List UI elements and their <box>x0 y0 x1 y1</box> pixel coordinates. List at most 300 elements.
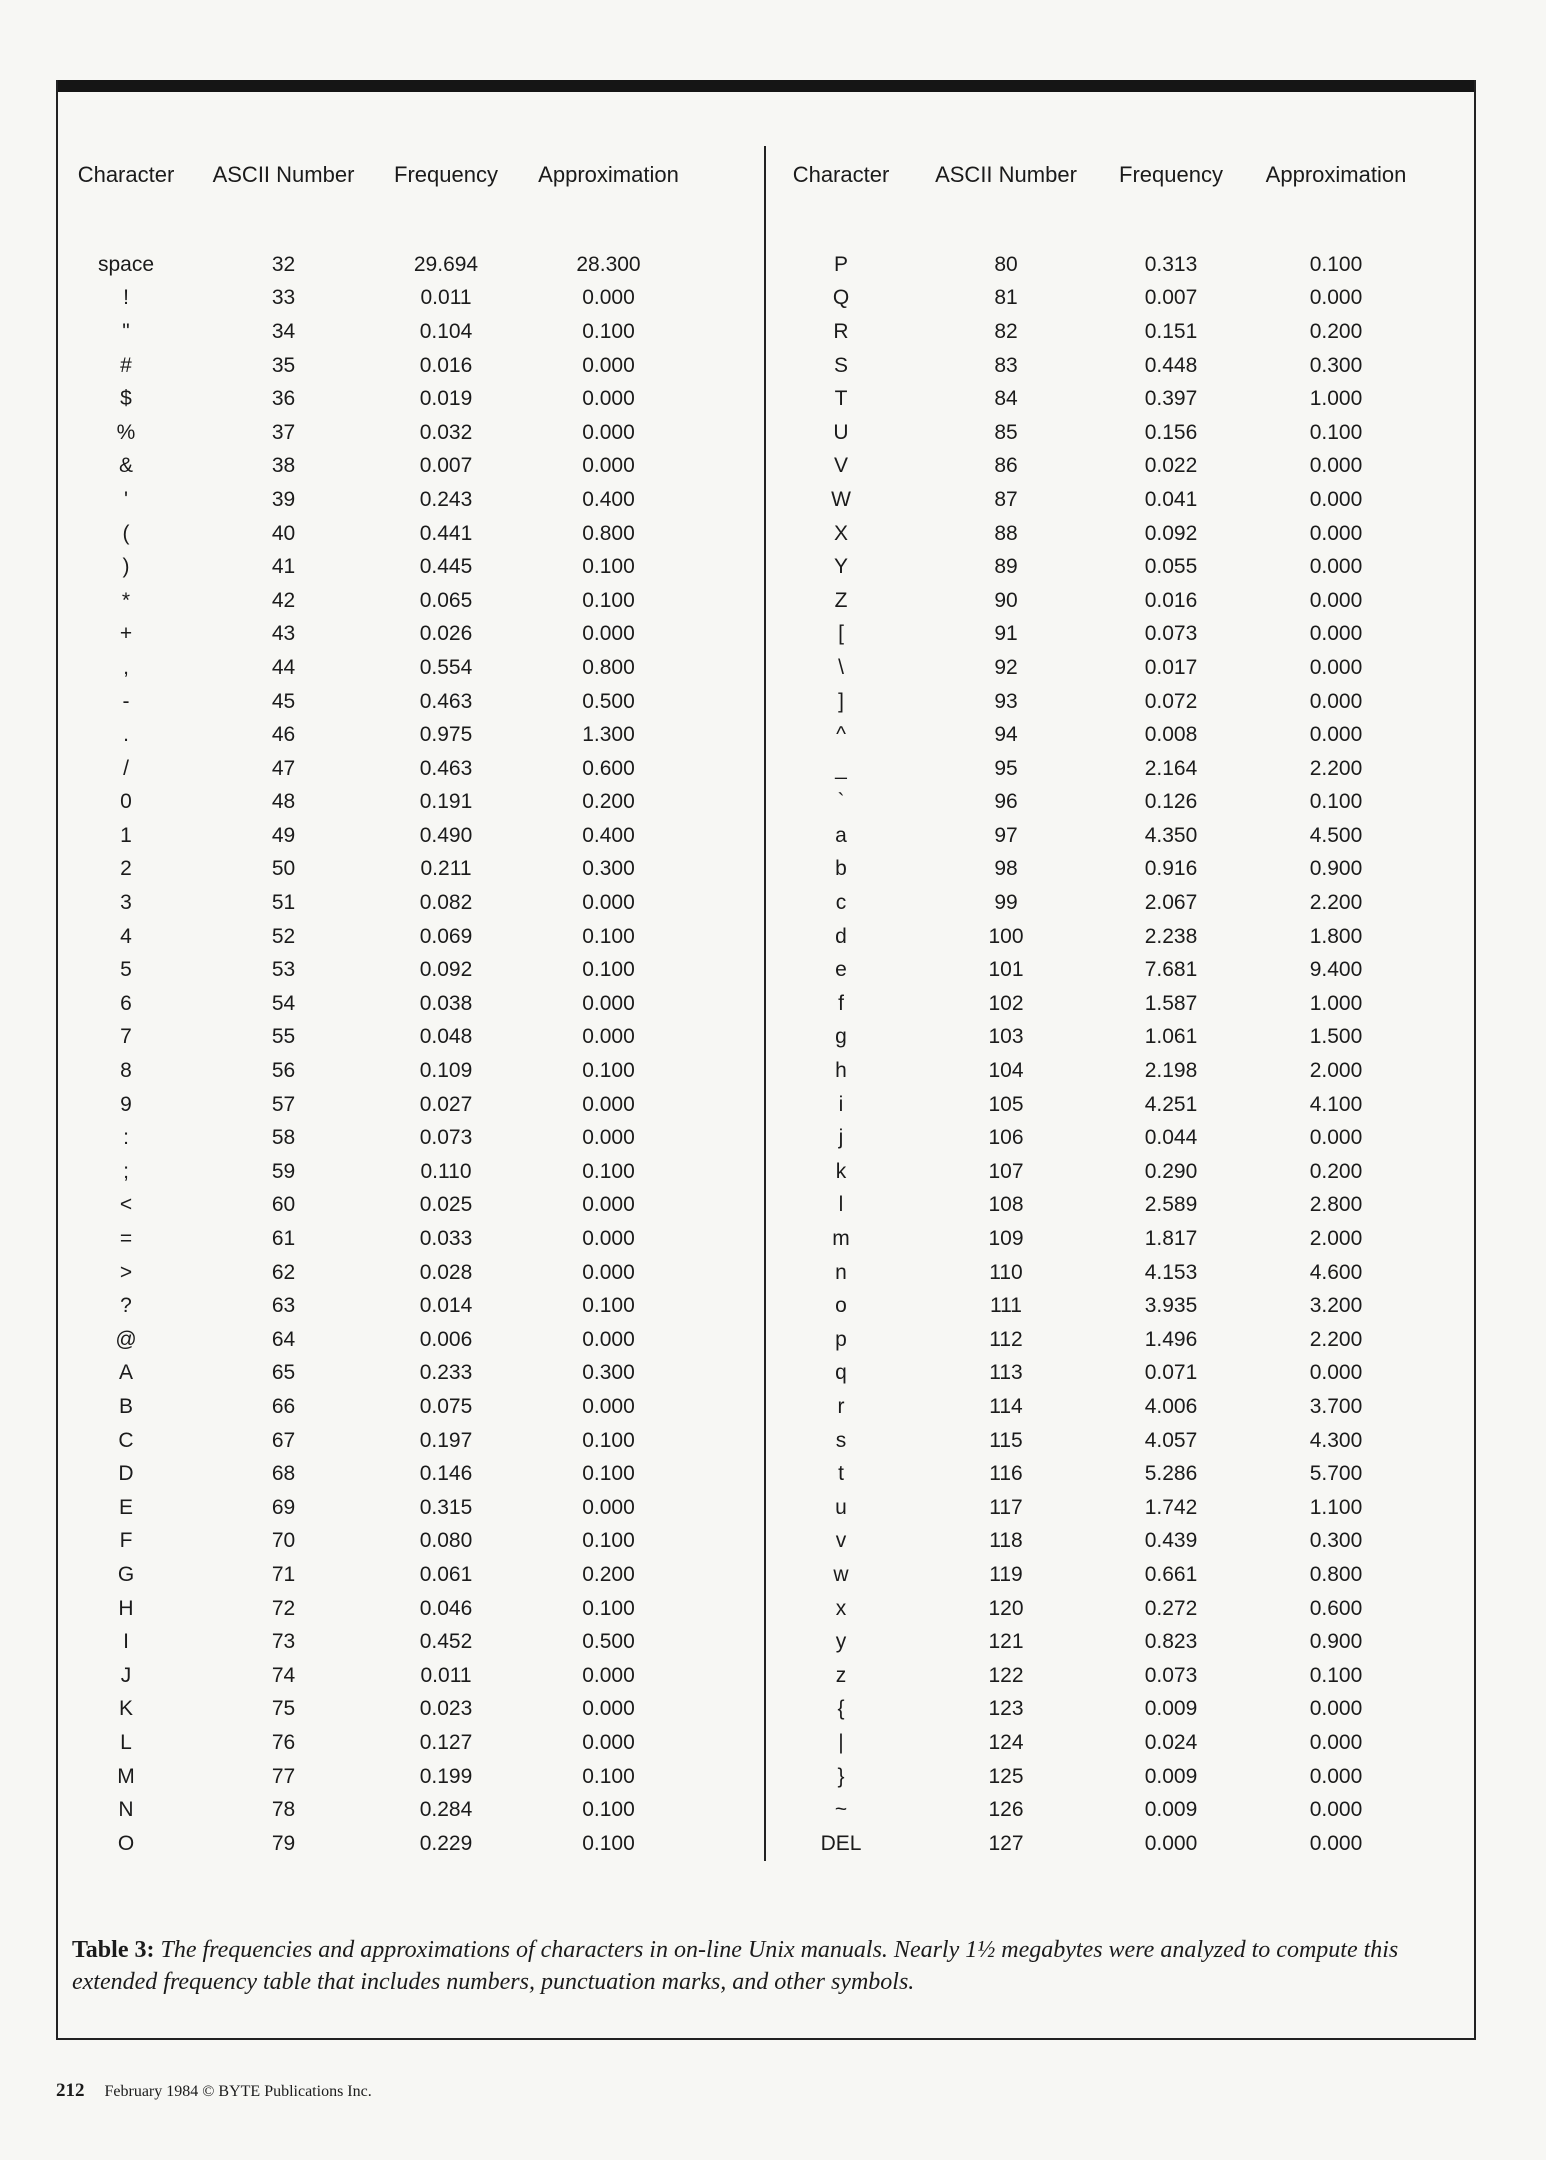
approximation-cell: 0.100 <box>582 924 635 948</box>
table-row <box>56 1289 764 1323</box>
character-cell: O <box>117 1831 135 1855</box>
approximation-cell: 0.600 <box>582 756 635 780</box>
frequency-cell: 2.589 <box>1144 1193 1198 1217</box>
ascii-number-cell: 123 <box>988 1697 1024 1721</box>
table-row <box>766 550 1476 584</box>
character-cell: a <box>835 823 847 847</box>
character-cell: % <box>116 420 136 444</box>
header-frequency: Frequency <box>1119 162 1223 187</box>
character-cell: S <box>833 353 848 377</box>
approximation-cell: 0.000 <box>582 1025 635 1049</box>
ascii-number-cell: 52 <box>271 924 296 948</box>
ascii-number-cell: 42 <box>271 588 296 612</box>
character-cell: ] <box>838 689 844 713</box>
frequency-cell: 0.110 <box>420 1159 472 1183</box>
frequency-cell: 0.199 <box>419 1764 473 1788</box>
table-row <box>56 282 764 316</box>
ascii-number-cell: 121 <box>988 1630 1024 1654</box>
approximation-cell: 0.000 <box>582 387 635 411</box>
ascii-number-cell: 72 <box>271 1596 296 1620</box>
table-row <box>56 1457 764 1491</box>
approximation-cell: 28.300 <box>576 252 641 276</box>
character-cell: 5 <box>120 958 132 982</box>
approximation-cell: 0.600 <box>1309 1596 1363 1620</box>
header-ascii-number: ASCII Number <box>212 162 355 187</box>
character-cell: Y <box>833 555 848 579</box>
approximation-cell: 0.000 <box>1309 1361 1363 1385</box>
approximation-cell: 0.200 <box>582 1562 635 1586</box>
caption-text: The frequencies and approximations of characters in on-line Unix manuals. Nearly 1½ megabytes were analyzed to compute this extended frequency table that includes numbers, punctuation marks, and other symbols. <box>72 1937 1399 1995</box>
ascii-number-cell: 79 <box>271 1831 296 1855</box>
approximation-cell: 0.100 <box>1309 420 1363 444</box>
ascii-number-cell: 93 <box>994 689 1018 713</box>
approximation-cell: 0.100 <box>1309 790 1363 814</box>
character-cell: s <box>835 1428 847 1452</box>
character-cell: < <box>119 1193 133 1217</box>
table-row <box>766 1357 1476 1391</box>
frequency-cell: 0.146 <box>419 1462 473 1486</box>
approximation-cell: 3.700 <box>1309 1394 1363 1418</box>
frequency-cell: 1.817 <box>1144 1227 1198 1251</box>
approximation-cell: 0.100 <box>582 1529 635 1553</box>
frequency-cell: 0.092 <box>1144 521 1198 545</box>
ascii-number-cell: 108 <box>988 1193 1024 1217</box>
table-row <box>766 584 1476 618</box>
frequency-cell: 0.032 <box>419 420 473 444</box>
character-cell: C <box>118 1428 134 1452</box>
frequency-cell: 0.290 <box>1144 1159 1198 1183</box>
frequency-cell: 0.448 <box>1144 353 1198 377</box>
approximation-cell: 0.000 <box>1309 454 1363 478</box>
character-cell: 8 <box>120 1059 132 1083</box>
table-row <box>766 819 1476 853</box>
character-cell: , <box>123 655 129 679</box>
table-row <box>56 1256 764 1290</box>
character-cell: A <box>118 1361 133 1385</box>
character-cell: T <box>834 387 848 411</box>
approximation-cell: 0.000 <box>582 353 635 377</box>
approximation-cell: 2.800 <box>1309 1193 1363 1217</box>
ascii-number-cell: 60 <box>271 1193 296 1217</box>
character-cell: L <box>120 1730 132 1754</box>
table-row <box>766 315 1476 349</box>
table-row <box>56 382 764 416</box>
approximation-cell: 0.000 <box>582 1327 635 1351</box>
ascii-number-cell: 67 <box>271 1428 296 1452</box>
frequency-cell: 0.284 <box>419 1798 473 1822</box>
table-row <box>56 1659 764 1693</box>
approximation-cell: 0.900 <box>1309 857 1363 881</box>
ascii-number-cell: 96 <box>994 790 1018 814</box>
ascii-number-cell: 35 <box>271 353 296 377</box>
character-cell: # <box>120 353 132 377</box>
frequency-cell: 0.109 <box>419 1059 473 1083</box>
frequency-cell: 0.033 <box>419 1227 473 1251</box>
table-row <box>766 1793 1476 1827</box>
approximation-cell: 2.200 <box>1309 756 1363 780</box>
frequency-cell: 0.191 <box>419 790 473 814</box>
character-cell: ` <box>837 790 845 814</box>
character-cell: k <box>835 1159 847 1183</box>
character-cell: 7 <box>120 1025 132 1049</box>
ascii-number-cell: 90 <box>994 588 1018 612</box>
table-row <box>766 483 1476 517</box>
character-cell: ! <box>123 286 129 310</box>
table-row <box>766 349 1476 383</box>
character-cell: w <box>833 1562 849 1586</box>
frequency-cell: 0.975 <box>419 723 473 747</box>
ascii-number-cell: 57 <box>271 1092 296 1116</box>
character-cell: h <box>835 1059 847 1083</box>
header-frequency: Frequency <box>394 162 498 187</box>
character-cell: Z <box>834 588 848 612</box>
frequency-cell: 0.127 <box>419 1730 473 1754</box>
ascii-number-cell: 61 <box>271 1227 296 1251</box>
frequency-cell: 0.397 <box>1144 387 1198 411</box>
ascii-number-cell: 83 <box>994 353 1018 377</box>
character-cell: H <box>118 1596 134 1620</box>
table-row <box>56 416 764 450</box>
table-row <box>766 1726 1476 1760</box>
frequency-cell: 0.916 <box>1144 857 1198 881</box>
table-row <box>766 1155 1476 1189</box>
frequency-cell: 0.022 <box>1144 454 1198 478</box>
table-row <box>766 618 1476 652</box>
ascii-number-cell: 38 <box>271 454 296 478</box>
ascii-number-cell: 98 <box>994 857 1018 881</box>
character-cell: \ <box>838 655 844 679</box>
approximation-cell: 0.000 <box>1309 521 1363 545</box>
approximation-cell: 0.100 <box>582 958 635 982</box>
character-cell: o <box>835 1294 847 1318</box>
ascii-number-cell: 45 <box>271 689 296 713</box>
approximation-cell: 4.100 <box>1309 1092 1363 1116</box>
character-cell: d <box>835 924 847 948</box>
approximation-cell: 0.000 <box>582 1697 635 1721</box>
approximation-cell: 1.000 <box>1309 991 1363 1015</box>
character-cell: P <box>833 252 848 276</box>
frequency-cell: 0.490 <box>419 823 473 847</box>
approximation-cell: 3.200 <box>1309 1294 1363 1318</box>
character-cell: z <box>835 1663 847 1687</box>
approximation-cell: 0.000 <box>1309 588 1363 612</box>
table-row <box>56 651 764 685</box>
character-cell: * <box>121 588 131 612</box>
character-cell: } <box>837 1764 845 1788</box>
ascii-number-cell: 106 <box>988 1126 1024 1150</box>
ascii-number-cell: 32 <box>271 252 296 276</box>
character-cell: n <box>835 1260 847 1284</box>
character-cell: ' <box>123 487 128 511</box>
table-row <box>56 920 764 954</box>
character-cell: / <box>123 756 129 780</box>
ascii-number-cell: 37 <box>271 420 296 444</box>
header-approximation: Approximation <box>538 162 679 187</box>
approximation-cell: 0.000 <box>582 1495 635 1519</box>
approximation-cell: 0.100 <box>1309 252 1363 276</box>
ascii-number-cell: 102 <box>988 991 1024 1015</box>
frequency-cell: 1.061 <box>1144 1025 1198 1049</box>
character-cell: B <box>118 1394 133 1418</box>
frequency-cell: 0.011 <box>420 286 472 310</box>
frequency-cell: 0.082 <box>419 891 473 915</box>
ascii-number-cell: 126 <box>988 1798 1024 1822</box>
character-cell: p <box>835 1327 847 1351</box>
frequency-cell: 0.041 <box>1144 487 1198 511</box>
right-header-row <box>766 146 1476 204</box>
character-cell: Q <box>832 286 850 310</box>
frequency-cell: 0.011 <box>420 1663 472 1687</box>
table-row <box>56 752 764 786</box>
approximation-cell: 2.000 <box>1309 1059 1363 1083</box>
table-row <box>56 853 764 887</box>
table-row <box>766 1491 1476 1525</box>
frequency-cell: 0.441 <box>419 521 473 545</box>
approximation-cell: 0.000 <box>582 1126 635 1150</box>
ascii-number-cell: 34 <box>271 319 296 343</box>
ascii-number-cell: 95 <box>994 756 1018 780</box>
character-cell: e <box>835 958 847 982</box>
character-cell: l <box>838 1193 844 1217</box>
approximation-cell: 0.000 <box>1309 1831 1363 1855</box>
character-cell: ^ <box>836 723 846 747</box>
ascii-number-cell: 97 <box>994 823 1018 847</box>
ascii-number-cell: 115 <box>989 1428 1023 1452</box>
ascii-number-cell: 41 <box>271 555 296 579</box>
ascii-number-cell: 94 <box>994 723 1018 747</box>
frequency-cell: 0.080 <box>419 1529 473 1553</box>
character-cell: space <box>97 252 155 276</box>
approximation-cell: 0.000 <box>1309 487 1363 511</box>
ascii-number-cell: 109 <box>988 1227 1024 1251</box>
table-row <box>766 920 1476 954</box>
approximation-cell: 0.000 <box>582 1227 635 1251</box>
table-row <box>766 718 1476 752</box>
character-cell: g <box>835 1025 847 1049</box>
table-row <box>766 786 1476 820</box>
character-cell: F <box>119 1529 133 1553</box>
frequency-cell: 0.014 <box>419 1294 473 1318</box>
frequency-cell: 0.211 <box>420 857 472 881</box>
frequency-cell: 29.694 <box>413 252 479 276</box>
approximation-cell: 0.200 <box>582 790 635 814</box>
character-cell: r <box>837 1394 845 1418</box>
character-cell: N <box>118 1798 134 1822</box>
table-row <box>766 1054 1476 1088</box>
approximation-cell: 0.000 <box>1309 1697 1363 1721</box>
approximation-cell: 0.000 <box>1309 286 1363 310</box>
ascii-number-cell: 110 <box>989 1260 1023 1284</box>
approximation-cell: 0.100 <box>582 1059 635 1083</box>
ascii-number-cell: 100 <box>988 924 1024 948</box>
frequency-cell: 0.073 <box>1144 1663 1198 1687</box>
left-table-column <box>56 146 766 1861</box>
table-row <box>56 1222 764 1256</box>
page-number: 212 <box>56 2080 85 2101</box>
right-table-column <box>766 146 1476 1861</box>
ascii-number-cell: 88 <box>994 521 1018 545</box>
table-row <box>56 987 764 1021</box>
frequency-cell: 4.153 <box>1144 1260 1198 1284</box>
frequency-cell: 0.048 <box>419 1025 473 1049</box>
approximation-cell: 0.000 <box>1309 622 1363 646</box>
approximation-cell: 0.000 <box>582 891 635 915</box>
frequency-cell: 5.286 <box>1144 1462 1198 1486</box>
table-row <box>766 1121 1476 1155</box>
character-cell: X <box>833 521 848 545</box>
table-row <box>56 1357 764 1391</box>
table-row <box>766 1693 1476 1727</box>
table-row <box>56 450 764 484</box>
character-cell: _ <box>835 756 847 780</box>
frequency-cell: 0.823 <box>1144 1630 1198 1654</box>
ascii-number-cell: 70 <box>271 1529 296 1553</box>
character-cell: q <box>835 1361 847 1385</box>
character-cell: ~ <box>834 1798 848 1822</box>
table-row <box>56 1558 764 1592</box>
frequency-cell: 0.038 <box>419 991 473 1015</box>
approximation-cell: 0.000 <box>582 1193 635 1217</box>
frequency-cell: 1.587 <box>1144 991 1198 1015</box>
table-row <box>56 1390 764 1424</box>
frequency-cell: 0.554 <box>419 655 473 679</box>
frequency-cell: 0.151 <box>1144 319 1198 343</box>
ascii-number-cell: 119 <box>989 1562 1023 1586</box>
approximation-cell: 0.000 <box>582 1260 635 1284</box>
table-row <box>766 853 1476 887</box>
approximation-cell: 0.000 <box>1309 689 1363 713</box>
table-row <box>56 1323 764 1357</box>
table-caption <box>72 1934 1462 1998</box>
frequency-cell: 0.027 <box>419 1092 473 1116</box>
character-cell: 9 <box>120 1092 132 1116</box>
table-row <box>56 517 764 551</box>
character-cell: : <box>123 1126 129 1150</box>
table-row <box>766 1222 1476 1256</box>
frequency-cell: 0.073 <box>419 1126 473 1150</box>
frequency-cell: 0.661 <box>1144 1562 1198 1586</box>
character-cell: y <box>835 1630 847 1654</box>
ascii-number-cell: 36 <box>271 387 296 411</box>
frequency-cell: 0.024 <box>1144 1730 1198 1754</box>
frequency-cell: 0.071 <box>1144 1361 1198 1385</box>
character-cell: 1 <box>120 823 132 847</box>
ascii-number-cell: 118 <box>989 1529 1023 1553</box>
ascii-number-cell: 75 <box>271 1697 296 1721</box>
approximation-cell: 0.000 <box>1309 1764 1363 1788</box>
approximation-cell: 0.000 <box>582 622 635 646</box>
frequency-cell: 0.006 <box>419 1327 473 1351</box>
frequency-cell: 3.935 <box>1144 1294 1198 1318</box>
frequency-cell: 0.007 <box>1144 286 1198 310</box>
character-cell: | <box>838 1730 844 1754</box>
approximation-cell: 0.400 <box>582 823 635 847</box>
ascii-number-cell: 85 <box>994 420 1018 444</box>
character-cell: > <box>119 1260 133 1284</box>
frequency-cell: 0.007 <box>419 454 473 478</box>
ascii-number-cell: 64 <box>271 1327 296 1351</box>
ascii-number-cell: 51 <box>271 891 296 915</box>
frequency-cell: 0.126 <box>1144 790 1198 814</box>
character-cell: V <box>833 454 848 478</box>
approximation-cell: 0.000 <box>582 420 635 444</box>
frequency-cell: 0.008 <box>1144 723 1198 747</box>
approximation-cell: 0.900 <box>1309 1630 1363 1654</box>
character-cell: ) <box>122 555 130 579</box>
table-row <box>56 786 764 820</box>
frequency-cell: 0.055 <box>1144 555 1198 579</box>
frequency-cell: 4.057 <box>1144 1428 1198 1452</box>
approximation-cell: 0.200 <box>1309 319 1363 343</box>
ascii-number-cell: 113 <box>989 1361 1023 1385</box>
table-row <box>766 651 1476 685</box>
frequency-cell: 0.452 <box>419 1630 473 1654</box>
left-table-body <box>56 248 764 1861</box>
frequency-cell: 0.272 <box>1144 1596 1198 1620</box>
table-row <box>56 248 764 282</box>
caption-label: Table 3: <box>72 1937 155 1963</box>
table-row <box>56 953 764 987</box>
table-row <box>766 1625 1476 1659</box>
approximation-cell: 2.000 <box>1309 1227 1363 1251</box>
ascii-number-cell: 101 <box>988 958 1024 982</box>
header-character: Character <box>77 162 175 187</box>
table-row <box>56 1693 764 1727</box>
character-cell: D <box>118 1462 134 1486</box>
table-row <box>766 1558 1476 1592</box>
table-row <box>56 1726 764 1760</box>
ascii-number-cell: 66 <box>271 1394 296 1418</box>
character-cell: ; <box>123 1159 129 1183</box>
approximation-cell: 0.000 <box>1309 1126 1363 1150</box>
ascii-number-cell: 92 <box>994 655 1018 679</box>
approximation-cell: 0.100 <box>582 319 635 343</box>
frequency-cell: 0.463 <box>419 689 473 713</box>
ascii-number-cell: 116 <box>989 1462 1023 1486</box>
table-row <box>56 1054 764 1088</box>
table-row <box>56 315 764 349</box>
ascii-number-cell: 81 <box>994 286 1018 310</box>
approximation-cell: 0.100 <box>582 1462 635 1486</box>
approximation-cell: 0.100 <box>582 1831 635 1855</box>
character-cell: . <box>123 723 129 747</box>
ascii-number-cell: 84 <box>994 387 1018 411</box>
frequency-cell: 0.229 <box>419 1831 473 1855</box>
table-row <box>56 1793 764 1827</box>
left-header-row <box>56 146 764 204</box>
approximation-cell: 1.000 <box>1309 387 1363 411</box>
character-cell: 6 <box>120 991 132 1015</box>
character-cell: ( <box>122 521 130 545</box>
table-row <box>766 517 1476 551</box>
table-row <box>56 1189 764 1223</box>
ascii-number-cell: 40 <box>271 521 296 545</box>
frequency-cell: 0.315 <box>419 1495 473 1519</box>
character-cell: ? <box>120 1294 132 1318</box>
character-cell: 3 <box>120 891 132 915</box>
table-row <box>766 685 1476 719</box>
frequency-cell: 0.044 <box>1144 1126 1198 1150</box>
approximation-cell: 0.000 <box>582 1394 635 1418</box>
ascii-number-cell: 120 <box>988 1596 1024 1620</box>
approximation-cell: 0.000 <box>1309 555 1363 579</box>
frequency-cell: 0.061 <box>419 1562 473 1586</box>
character-cell: K <box>118 1697 133 1721</box>
ascii-number-cell: 107 <box>988 1159 1024 1183</box>
character-cell: DEL <box>820 1831 862 1855</box>
frequency-cell: 0.445 <box>419 555 473 579</box>
frequency-cell: 0.009 <box>1144 1764 1198 1788</box>
